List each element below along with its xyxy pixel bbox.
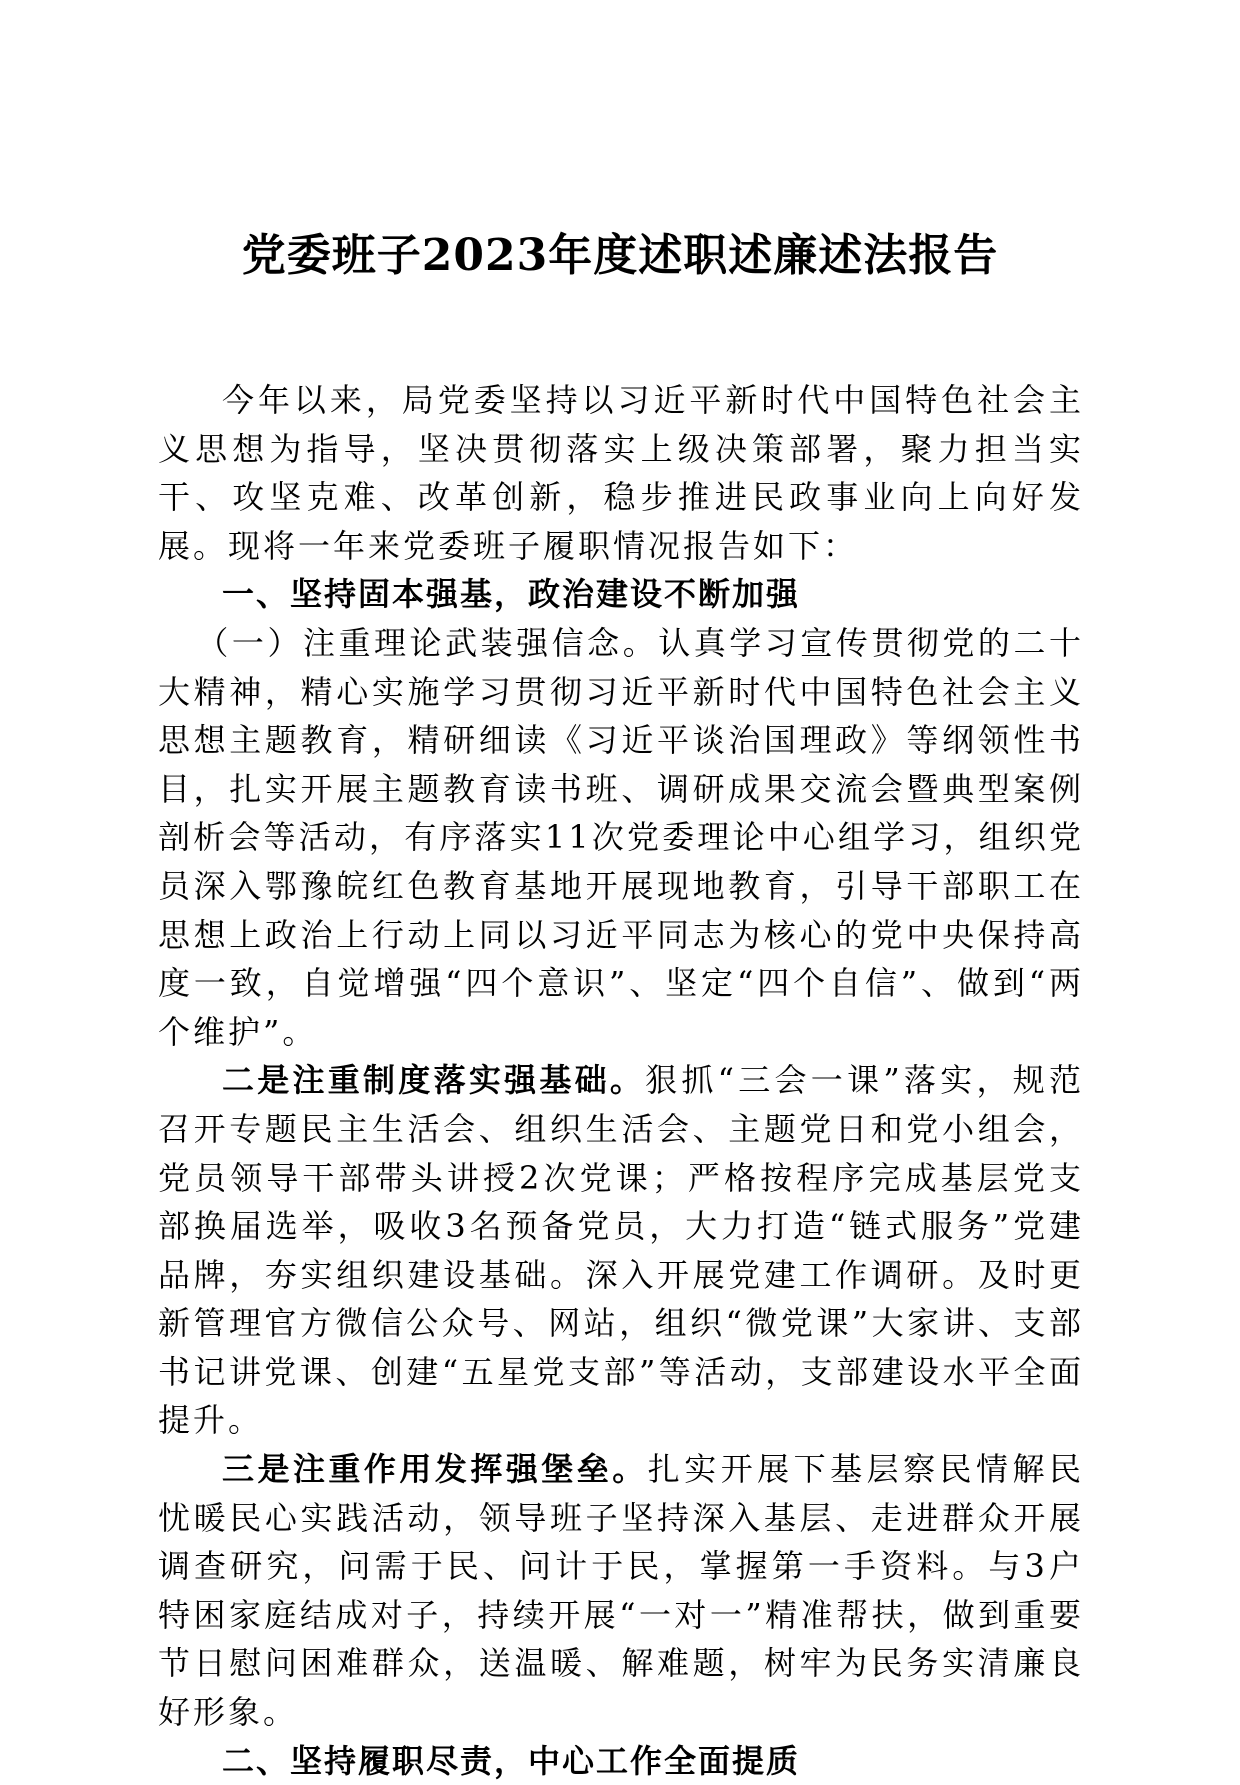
section-1-item-3 <box>158 1445 1084 1737</box>
section-1-item-1: （一）注重理论武装强信念。认真学习宣传贯彻党的二十大精神，精心实施学习贯彻习近平新时代中国特色社会主义思想主题教育，精研细读《习近平谈治国理政》等纲领性书目，扎实开展主题教育读书班、调研成果交流会暨典型案例剖析会等活动，有序落实11次党委理论中心组学习，组织党员深入鄂豫皖红色教育基地开展现地教育，引导干部职工在思想上政治上行动上同以习近平同志为核心的党中央保持高度一致，自觉增强“四个意识”、坚定“四个自信”、做到“两个维护”。 <box>158 623 1084 1051</box>
item-3-text: 扎实开展下基层察民情解民忧暖民心实践活动，领导班子坚持深入基层、走进群众开展调查研究，问需于民、问计于民，掌握第一手资料。与3户特困家庭结成对子，持续开展“一对一”精准帮扶，做到重要节日慰问困难群众，送温暖、解难题，树牢为民务实清廉良好形象。 <box>158 1450 1084 1732</box>
item-2-text: 狠抓“三会一课”落实，规范召开专题民主生活会、组织生活会、主题党日和党小组会，党员领导干部带头讲授2次党课；严格按程序完成基层党支部换届选举，吸收3名预备党员，大力打造“链式服务”党建品牌，夯实组织建设基础。深入开展党建工作调研。及时更新管理官方微信公众号、网站，组织“微党课”大家讲、支部书记讲党课、创建“五星党支部”等活动，支部建设水平全面提升。 <box>158 1061 1084 1440</box>
document-body <box>158 376 1084 1785</box>
item-3-lead: 三是注重作用发挥强堡垒。 <box>222 1450 648 1489</box>
intro-paragraph: 今年以来，局党委坚持以习近平新时代中国特色社会主义思想为指导，坚决贯彻落实上级决策部署，聚力担当实干、攻坚克难、改革创新，稳步推进民政事业向上向好发展。现将一年来党委班子履职情况报告如下： <box>158 381 1084 565</box>
section-1-item-2 <box>158 1056 1084 1445</box>
item-2-lead: 二是注重制度落实强基础。 <box>222 1061 646 1100</box>
document-title: 党委班子2023年度述职述廉述法报告 <box>241 230 999 281</box>
section-1-heading: 一、坚持固本强基，政治建设不断加强 <box>222 575 801 614</box>
section-2-heading: 二、坚持履职尽责，中心工作全面提质 <box>222 1741 801 1780</box>
